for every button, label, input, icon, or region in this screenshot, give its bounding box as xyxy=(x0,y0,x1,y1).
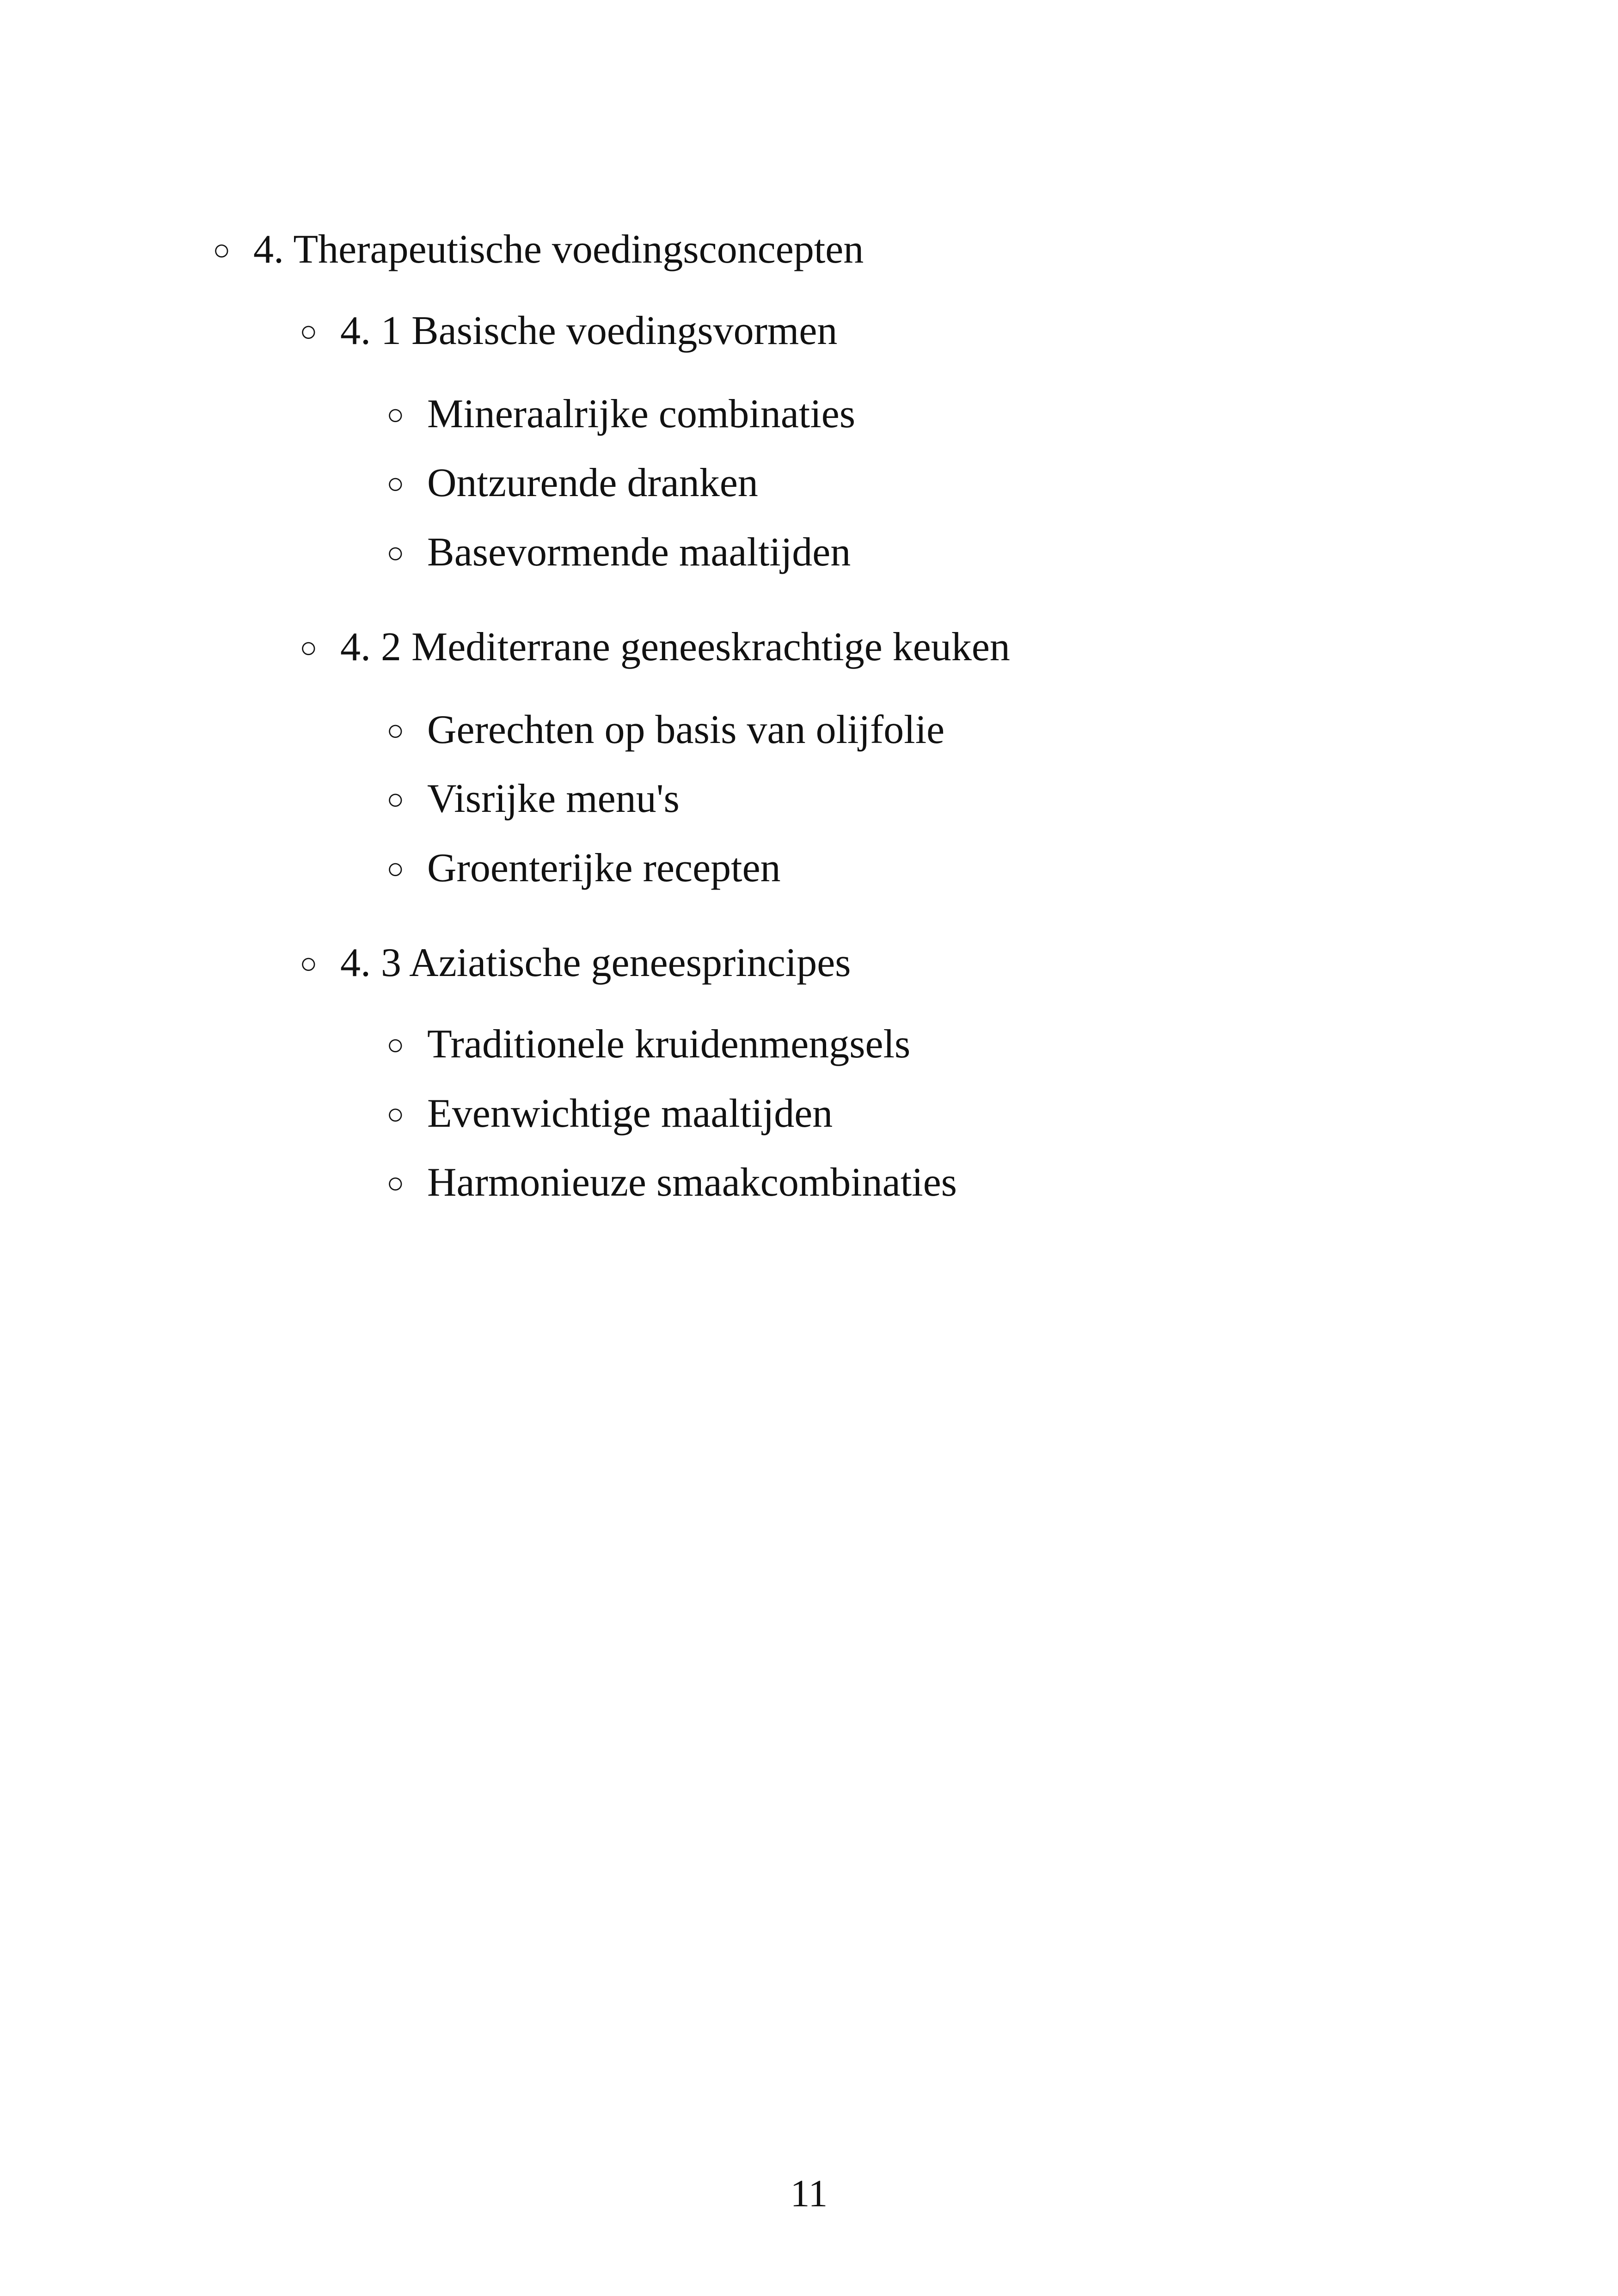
outline-item xyxy=(386,845,781,892)
outline-item xyxy=(386,529,851,576)
outline-section-title xyxy=(300,308,837,355)
circle-bullet-icon: ○ xyxy=(386,783,404,816)
outline-main-label: 4. Therapeutische voedingsconcepten xyxy=(253,227,864,272)
circle-bullet-icon: ○ xyxy=(213,233,231,266)
outline-item xyxy=(386,1021,910,1068)
outline-item-label: Mineraalrijke combinaties xyxy=(427,392,856,436)
outline-main-item xyxy=(213,227,864,273)
outline-item-label: Basevormende maaltijden xyxy=(427,530,851,575)
outline-section-label: 4. 1 Basische voedingsvormen xyxy=(340,308,838,353)
outline-item xyxy=(386,391,855,438)
circle-bullet-icon: ○ xyxy=(300,315,318,348)
circle-bullet-icon: ○ xyxy=(386,536,404,569)
outline-section-label: 4. 2 Mediterrane geneeskrachtige keuken xyxy=(340,625,1010,669)
outline-item xyxy=(386,776,680,823)
circle-bullet-icon: ○ xyxy=(300,947,318,980)
outline-section-title xyxy=(300,940,851,987)
outline-item-label: Visrijke menu's xyxy=(427,776,680,821)
outline-section-label: 4. 3 Aziatische geneesprincipes xyxy=(340,940,851,985)
outline-item-label: Gerechten op basis van olijfolie xyxy=(427,707,945,752)
circle-bullet-icon: ○ xyxy=(386,714,404,747)
outline-item-label: Harmonieuze smaakcombinaties xyxy=(427,1160,957,1205)
outline-item xyxy=(386,1091,833,1137)
circle-bullet-icon: ○ xyxy=(300,631,318,664)
circle-bullet-icon: ○ xyxy=(386,1098,404,1130)
outline-section-title xyxy=(300,624,1010,671)
page-number: 11 xyxy=(790,2172,828,2215)
circle-bullet-icon: ○ xyxy=(386,1028,404,1061)
outline-item xyxy=(386,1160,957,1206)
outline-item xyxy=(386,707,944,754)
circle-bullet-icon: ○ xyxy=(386,467,404,500)
circle-bullet-icon: ○ xyxy=(386,398,404,431)
outline-item-label: Traditionele kruidenmengsels xyxy=(427,1022,911,1067)
outline-item-label: Evenwichtige maaltijden xyxy=(427,1091,833,1136)
outline-item-label: Groenterijke recepten xyxy=(427,846,781,890)
circle-bullet-icon: ○ xyxy=(386,852,404,885)
outline-item-label: Ontzurende dranken xyxy=(427,460,758,505)
circle-bullet-icon: ○ xyxy=(386,1166,404,1199)
outline-item xyxy=(386,460,758,507)
